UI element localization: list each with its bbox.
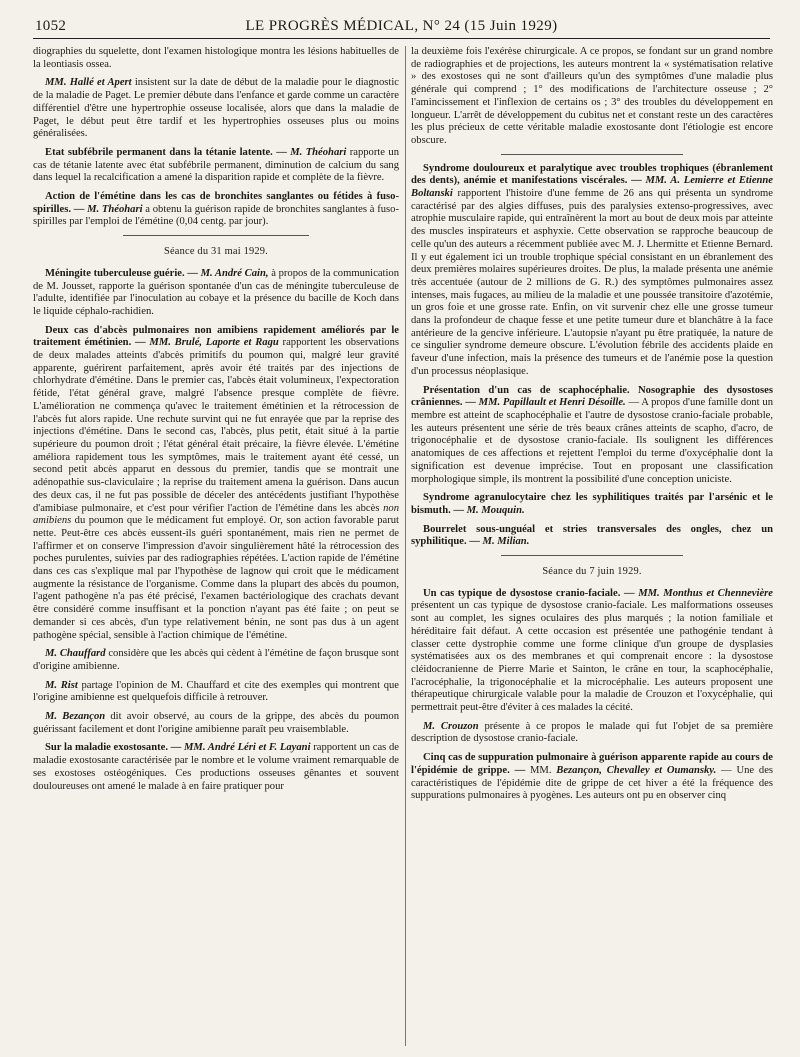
paragraph bbox=[411, 524, 773, 549]
author-names: Bezançon, Chevalley et Oumansky. bbox=[551, 764, 717, 776]
session-heading: Séance du 7 juin 1929. bbox=[542, 566, 642, 578]
paragraph-text: a obtenu la guérison rapide de bronchites sanglantes à fuso-spirilles par l'emploi de l'émétine (0,04 centg. par jour). bbox=[33, 203, 399, 228]
communication-title: Un cas typique de dysostose cranio-faciale. — bbox=[423, 587, 635, 599]
italic-phrase: non amibiens bbox=[33, 502, 399, 527]
paragraph bbox=[411, 163, 773, 379]
paragraph bbox=[33, 648, 399, 673]
communication-title: Syndrome agranulocytaire chez les syphilitiques traités par l'arsénic et le bismuth. — bbox=[411, 492, 773, 516]
author-names: M. Bezançon bbox=[45, 711, 106, 723]
paragraph-text: du poumon que le médicament fut employé. Or, son action favorable parut nette. Peut-être ces abcès eussent-ils guéri spontanément, mais rien ne permet de l'affirmer et on conserve l'impression d'avoir singulièrement hâté la rétrocession des poches purulentes, suivies par des radiographies répétées. L'action rapide de l'émétine dans ces cas s'explique mal par l'hypothèse de lagnow qui croit que le médicament augmente la résistance de l'organisme. Comme dans la plupart des abcès du poumon, l'agent pathogène n'a pas été précisé, l'examen bactériologique des crachats devant être considéré comme insuffisant et la ponction n'ayant pas été faite ; on peut se demander si ces abcès, d'un type relativement bénin, ne sont pas dus à un agent pathogène spécial, sensible à l'action chimique de l'émétine. bbox=[33, 515, 399, 641]
author-names: MM. Brulé, Laporte et Ragu bbox=[145, 337, 279, 349]
paragraph bbox=[33, 680, 399, 705]
running-header bbox=[33, 16, 770, 39]
paragraph-text: présente à ce propos le malade qui fut l'objet de sa première description de dysostose cranio-faciale. bbox=[411, 720, 773, 745]
separator-rule bbox=[501, 555, 683, 556]
paragraph-text: rapportent l'histoire d'une femme de 26 ans qui présenta un syndrome caractérisé par des algies diffuses, puis des paralysies extenso-progressives, avec atrophie musculaire rapide, qui entraînèrent la mort au bout de deux mois par atteinte des muscles inspirateurs et asphyxie. Cette observation se rapproche beaucoup de celle qu'un des auteurs a récemment publiée avec M. J. Lhermitte et Etienne Bernard. Il y eut également ici un trouble trophique spécial consistant en un ébranlement des deux premières molaires supérieures droites. De plus, la malade présenta une anémie très accentuée (autour de 2 millions de G. R.) des symptômes pulmonaires assez intenses, mais fugaces, au milieu de la maladie et une poussée transitoire d'azotémie, un gros foie et une grosse rate. Enfin, on vit survenir chez elle une grosse tumeur dans la profondeur de chaque fesse et une petite tumeur dure et blanchâtre à la face antérieure de la gencive inférieure. L'autopsie n'ayant pu être pratiquée, la nature de ce singulier syndrome demeure obscure. L'évolution fébrile des accidents plaide en faveur d'une infection, mais la présence des tumeurs et de l'anémie pose la question d'un processus néoplasique. bbox=[411, 188, 773, 377]
paragraph-text: diographies du squelette, dont l'examen histologique montra les lésions habituelles de la leontiasis ossea. bbox=[33, 46, 399, 70]
paragraph bbox=[411, 492, 773, 517]
paragraph bbox=[411, 721, 773, 746]
separator-rule bbox=[501, 154, 683, 155]
author-names: M. Mouquin. bbox=[463, 504, 525, 516]
paragraph bbox=[411, 46, 773, 148]
paragraph-text: — A propos d'une famille dont un membre est atteint de scaphocéphalie et l'autre de dysostose cranio-faciale probable, les auteurs présentent une série de très beaux crânes atteints de scapho, d'acro, de trigonocéphalie et de dysostose cranio-faciale. Ils soulignent les différences anatomiques de ces affections et rejettent l'emploi du terme d'oxycéphalie dont la signification est devenue imprécise. Tout en proposant une classification morphologique simple, ils montrent la possibilité d'une conception uniciste. bbox=[411, 397, 773, 485]
paragraph-text: rapportent un cas de maladie exostosante caractérisée par le nombre et le volume vraiment remarquable de ses exostoses ostéogéniques. Ces productions osseuses gênantes et souvent douloureuses ont amené le malade à en faire pratiquer pour bbox=[33, 742, 399, 792]
paragraph-text: considère que les abcès qui cèdent à l'émétine de façon brusque sont d'origine amibienne. bbox=[33, 648, 399, 672]
author-names: MM. Papillault et Henri Désoille. bbox=[475, 397, 626, 409]
paragraph-text: dit avoir observé, au cours de la grippe, des abcès du poumon guérissant facilement et dont l'origine amibienne paraît peu vraisemblable. bbox=[33, 711, 399, 735]
communication-title: Deux cas d'abcès pulmonaires non amibiens rapidement améliorés par le traitement émétinien. — bbox=[33, 324, 399, 349]
author-names: M. Chauffard bbox=[45, 648, 106, 660]
author-names: M. Théohari bbox=[286, 146, 347, 158]
author-names: MM. Monthus et Chennevière bbox=[634, 587, 773, 599]
paragraph bbox=[33, 77, 399, 141]
paragraph bbox=[33, 325, 399, 643]
paragraph bbox=[33, 46, 399, 71]
right-column bbox=[411, 46, 773, 1050]
communication-title: Cinq cas de suppuration pulmonaire à guérison apparente rapide au cours de l'épidémie de grippe. — bbox=[411, 752, 773, 776]
author-names: M. André Cain, bbox=[197, 267, 269, 279]
paragraph bbox=[411, 752, 773, 803]
author-names: M. Milian. bbox=[479, 536, 530, 548]
running-title: LE PROGRÈS MÉDICAL, N° 24 (15 Juin 1929) bbox=[245, 18, 558, 34]
paragraph-text: rapportent les observations de deux malades atteints d'abcès primitifs du poumon qui, malgré leur gravité apparente, guérirent parfaitement, après avoir été traités par des injections de chlorhydrate d'émétine. Dans le premier cas, l'abcès était volumineux, l'expectoration fétide, l'état général grave, malgré l'absence presque complète de fièvre. L'amélioration ne commença qu'avec le traitement émétinien et la rétrocession de l'abcès fut alors rapide. Une rechute survint qui ne fut enrayée que par la reprise des injections d'émétine. Dans le second cas, l'abcès, plus petit, était situé à la partie supérieure du poumon droit ; l'état général était précaire, la fièvre élevée. L'émétine améliora rapidement tous les symptômes, mais le traitement ayant été cessé, un second petit abcès apparut en dessous du premier, tandis que se montrait une adénopathie sus-claviculaire ; la reprise du traitement amena la guérison. Dans aucun des deux cas, il ne fut pas possible de déceler des antécédents justifiant l'hypothèse d'amibiase pulmonaire, et c'est pour vérifier l'action de l'émétine dans les abcès bbox=[33, 337, 399, 514]
author-names: M. Rist bbox=[45, 679, 78, 691]
paragraph bbox=[33, 147, 399, 185]
session-heading: Séance du 31 mai 1929. bbox=[164, 246, 268, 258]
communication-title: Syndrome douloureux et paralytique avec troubles trophiques (ébranlement des dents), anémie et manifestations viscérales. — bbox=[411, 162, 773, 187]
paragraph bbox=[411, 588, 773, 715]
communication-title: Sur la maladie exostosante. — bbox=[45, 742, 182, 754]
paragraph bbox=[33, 742, 399, 793]
author-names: MM. Hallé et Apert bbox=[45, 77, 132, 89]
communication-title: Méningite tuberculeuse guérie. — bbox=[45, 267, 198, 279]
paragraph-text: insistent sur la date de début de la maladie pour le diagnostic de la maladie de Paget. Le premier débute dans l'enfance et garde comme un caractère différentiel d'être une hypertrophie osseuse localisée, alors que dans la maladie de Paget, le début peut être tardif et les hypertrophies osseuses plus ou moins généralisées. bbox=[33, 77, 399, 140]
authors-lead: MM. bbox=[525, 764, 552, 776]
author-names: MM. A. Lemierre et Etienne Boltanski bbox=[411, 175, 773, 200]
communication-title: Action de l'émétine dans les cas de bronchites sanglantes ou fétides à fuso-spirilles. — bbox=[33, 191, 399, 215]
paragraph bbox=[33, 191, 399, 229]
paragraph-text: — Une des caractéristiques de l'épidémie dite de grippe de cet hiver a été la fréquence des suppurations pulmonaires à pyogènes. Les auteurs ont pu en observer cinq bbox=[411, 764, 773, 802]
paragraph-text: à propos de la communication de M. Jousset, rapporte la guérison spontanée d'un cas de méningite tuberculeuse de l'adulte, identifiée par l'inoculation au cobaye et la présence du bacille de Koch dans le liquide céphalo-rachidien. bbox=[33, 267, 399, 317]
communication-title: Présentation d'un cas de scaphocéphalie. Nosographie des dysostoses crâniennes. — bbox=[411, 384, 773, 409]
column-divider bbox=[405, 46, 406, 1046]
paragraph-text: la deuxième fois l'exérèse chirurgicale. A ce propos, se fondant sur un grand nombre de radiographies et de projections, les auteurs montrent la « systématisation relative » des exostoses qui ne sont d'ailleurs qu'un des symptômes d'une maladie plus générale qui comprend ; 1° des modifications de l'architecture osseuse ; 2° l'amincissement et l'inflexion de certains os ; 3° des troubles du développement en longueur. L'arrêt de développement du cubitus net et constant reste un des caractères les plus précieux de cette véritable maladie exostosante dont l'étiologie est encore obscure. bbox=[411, 46, 773, 146]
paragraph bbox=[33, 268, 399, 319]
author-names: MM. André Léri et F. Layani bbox=[181, 742, 311, 754]
left-column bbox=[33, 46, 399, 1050]
paragraph-text: rapporte un cas de tétanie latente avec état subfébrile permanent, diminution de calcium du sang dans lequel la recalcification a amené la disparition rapide et complète de la fièvre. bbox=[33, 146, 399, 184]
author-names: M. Crouzon bbox=[423, 720, 479, 732]
author-names: M. Théohari bbox=[84, 203, 143, 215]
separator-rule bbox=[123, 235, 309, 236]
paragraph-text: partage l'opinion de M. Chauffard et cite des exemples qui montrent que l'origine amibienne est quelquefois difficile à retrouver. bbox=[33, 679, 399, 704]
communication-title: Etat subfébrile permanent dans la tétanie latente. — bbox=[45, 146, 287, 158]
paragraph-text: présentent un cas typique de dysostose cranio-faciale. Les malformations osseuses sont au complet, les signes oculaires des plus marqués ; la notion familiale et héréditaire fait défaut. A cette occasion est présentée une pathogénie tendant à classer cette dystrophie comme une forme clinique d'un groupe de dysplasies systématisées aux os des membranes et qui comprenait encore : la dysostose cléidocranienne de Pierre Marie et Sainton, le crâne en tour, la scaphocéphalie, l'acrocéphalie, la trigonocéphalie et la microcéphalie. Les auteurs proposent une thérapeutique chirurgicale valable pour la maladie de Crouzon et l'oxycéphalie, qui permettrait peut-être d'éviter à ces malades la cécité. bbox=[411, 600, 773, 714]
paragraph bbox=[33, 711, 399, 736]
paragraph bbox=[411, 385, 773, 487]
page-number: 1052 bbox=[35, 18, 67, 34]
communication-title: Bourrelet sous-unguéal et stries transversales des ongles, chez un syphilitique. — bbox=[411, 523, 773, 548]
